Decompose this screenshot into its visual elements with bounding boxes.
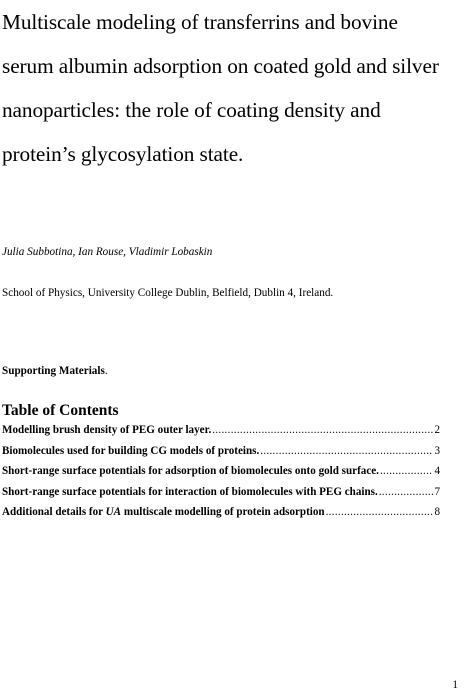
toc-entry-label[interactable]: Short-range surface potentials for adsorption of biomolecules onto gold surface. <box>2 465 379 477</box>
toc-leader-dots <box>379 486 434 498</box>
title-line: Multiscale modeling of transferrins and bovine <box>2 10 398 34</box>
toc-page-number[interactable]: 3 <box>434 444 440 457</box>
paper-title <box>2 0 464 176</box>
toc-entry-label[interactable]: Biomolecules used for building CG models of proteins. <box>2 444 260 457</box>
toc-entry-label[interactable] <box>2 506 325 518</box>
toc-leader-dots <box>326 506 434 518</box>
toc-entry-text-italic: UA <box>105 506 122 518</box>
affiliation: School of Physics, University College Dublin, Belfield, Dublin 4, Ireland. <box>2 287 334 299</box>
toc-heading: Table of Contents <box>2 402 119 419</box>
author-list: Julia Subbotina, Ian Rouse, Vladimir Lobaskin <box>2 246 213 258</box>
supporting-materials-label <box>2 365 108 377</box>
page-number: 1 <box>452 679 458 691</box>
toc-entry[interactable] <box>2 486 440 503</box>
toc-page-number[interactable]: 4 <box>434 465 440 477</box>
toc-entry[interactable] <box>2 424 440 441</box>
toc-leader-dots <box>212 424 433 436</box>
toc-entry-label[interactable]: Modelling brush density of PEG outer layer. <box>2 424 212 436</box>
supporting-materials-suffix: . <box>104 365 108 377</box>
title-line: nanoparticles: the role of coating density and <box>2 98 381 122</box>
toc-page-number[interactable]: 2 <box>434 424 440 436</box>
toc-entry[interactable] <box>2 465 440 482</box>
toc-page-number[interactable]: 7 <box>434 485 440 498</box>
toc-entry-text-before: Additional details for <box>2 506 106 518</box>
toc-entry[interactable] <box>2 445 440 462</box>
title-line: serum albumin adsorption on coated gold and silver <box>2 54 439 78</box>
toc-page-number[interactable]: 8 <box>434 506 440 518</box>
supporting-materials-text: Supporting Materials <box>2 365 105 377</box>
toc-entry-label[interactable]: Short-range surface potentials for interaction of biomolecules with PEG chains. <box>2 485 378 498</box>
title-line: protein’s glycosylation state. <box>2 142 244 166</box>
table-of-contents <box>2 424 440 527</box>
toc-entry[interactable] <box>2 506 440 523</box>
toc-leader-dots <box>260 445 433 457</box>
toc-entry-text-after: multiscale modelling of protein adsorption <box>121 506 325 518</box>
toc-leader-dots <box>380 465 433 477</box>
